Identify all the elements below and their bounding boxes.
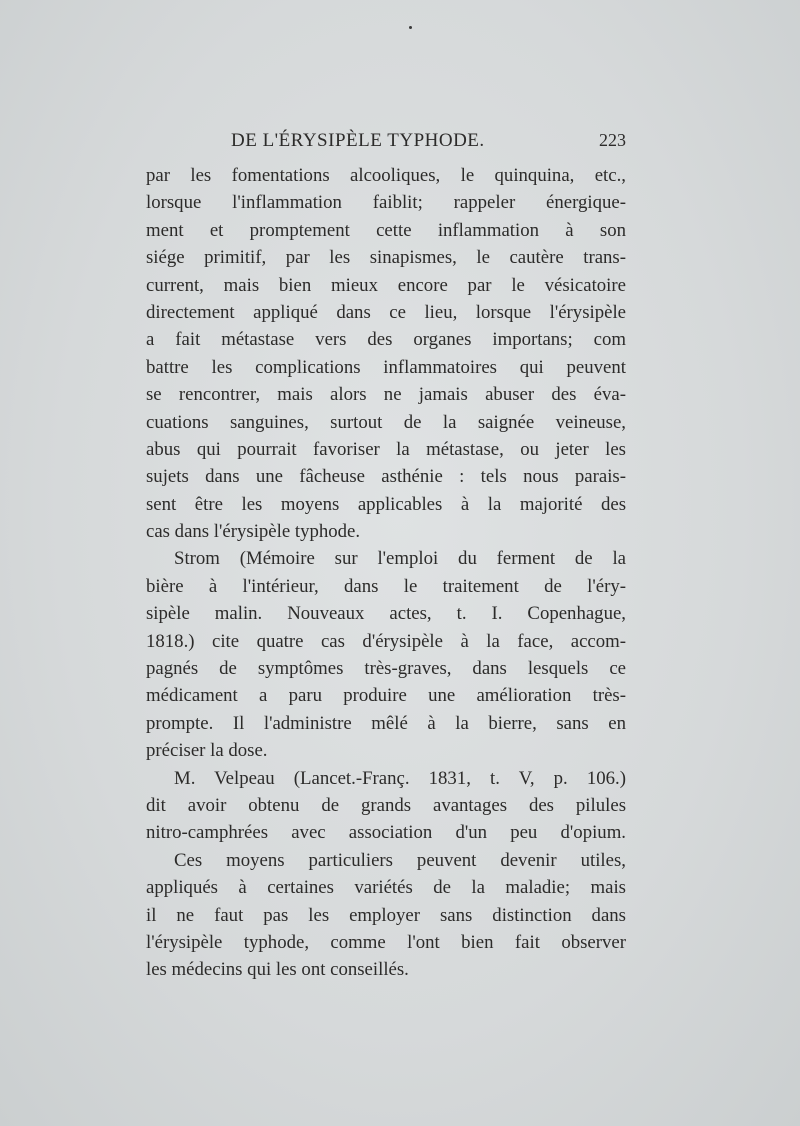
- page-number: 223: [599, 130, 626, 150]
- text-line: sipèle malin. Nouveaux actes, t. I. Copenhague,: [146, 603, 626, 625]
- running-title: DE L'ÉRYSIPÈLE TYPHODE.: [231, 130, 485, 151]
- text-line: siége primitif, par les sinapismes, le cautère trans-: [146, 247, 626, 269]
- text-line: lorsque l'inflammation faiblit; rappeler énergique-: [146, 192, 626, 214]
- body-text: [146, 162, 626, 984]
- text-line: ment et promptement cette inflammation à son: [146, 219, 626, 241]
- text-line: cas dans l'érysipèle typhode.: [146, 521, 361, 543]
- text-line: appliqués à certaines variétés de la maladie; mais: [146, 877, 626, 899]
- text-line: par les fomentations alcooliques, le quinquina, etc.,: [146, 165, 626, 186]
- text-line: nitro-camphrées avec association d'un peu d'opium.: [146, 822, 626, 844]
- text-line: médicament a paru produire une amélioration très-: [146, 685, 626, 707]
- text-line: sujets dans une fâcheuse asthénie : tels nous parais-: [146, 466, 626, 488]
- text-line: préciser la dose.: [146, 740, 268, 762]
- ink-speck: [409, 26, 412, 29]
- text-line: Ces moyens particuliers peuvent devenir utiles,: [174, 849, 626, 871]
- text-line: se rencontrer, mais alors ne jamais abuser des éva-: [146, 384, 626, 406]
- page-header: [146, 130, 626, 160]
- text-line: pagnés de symptômes très-graves, dans lesquels ce: [146, 658, 626, 680]
- text-line: current, mais bien mieux encore par le vésicatoire: [146, 274, 626, 296]
- text-line: 1818.) cite quatre cas d'érysipèle à la face, accom-: [146, 630, 626, 652]
- text-line: M. Velpeau (Lancet.-Franç. 1831, t. V, p. 106.): [174, 767, 626, 789]
- text-line: dit avoir obtenu de grands avantages des pilules: [146, 794, 626, 816]
- text-line: les médecins qui les ont conseillés.: [146, 959, 409, 981]
- text-line: directement appliqué dans ce lieu, lorsque l'érysipèle: [146, 301, 626, 323]
- text-line: bière à l'intérieur, dans le traitement de l'éry-: [146, 575, 626, 597]
- text-line: Strom (Mémoire sur l'emploi du ferment de la: [174, 548, 626, 570]
- text-line: prompte. Il l'administre mêlé à la bierre, sans en: [146, 712, 626, 734]
- text-line: battre les complications inflammatoires qui peuvent: [146, 356, 626, 378]
- text-line: l'érysipèle typhode, comme l'ont bien fait observer: [146, 931, 626, 953]
- text-line: il ne faut pas les employer sans distinction dans: [146, 904, 626, 926]
- text-line: cuations sanguines, surtout de la saignée veineuse,: [146, 411, 626, 433]
- text-line: abus qui pourrait favoriser la métastase, ou jeter les: [146, 438, 626, 460]
- text-line: sent être les moyens applicables à la majorité des: [146, 493, 626, 515]
- text-line: a fait métastase vers des organes importans; com: [146, 329, 626, 351]
